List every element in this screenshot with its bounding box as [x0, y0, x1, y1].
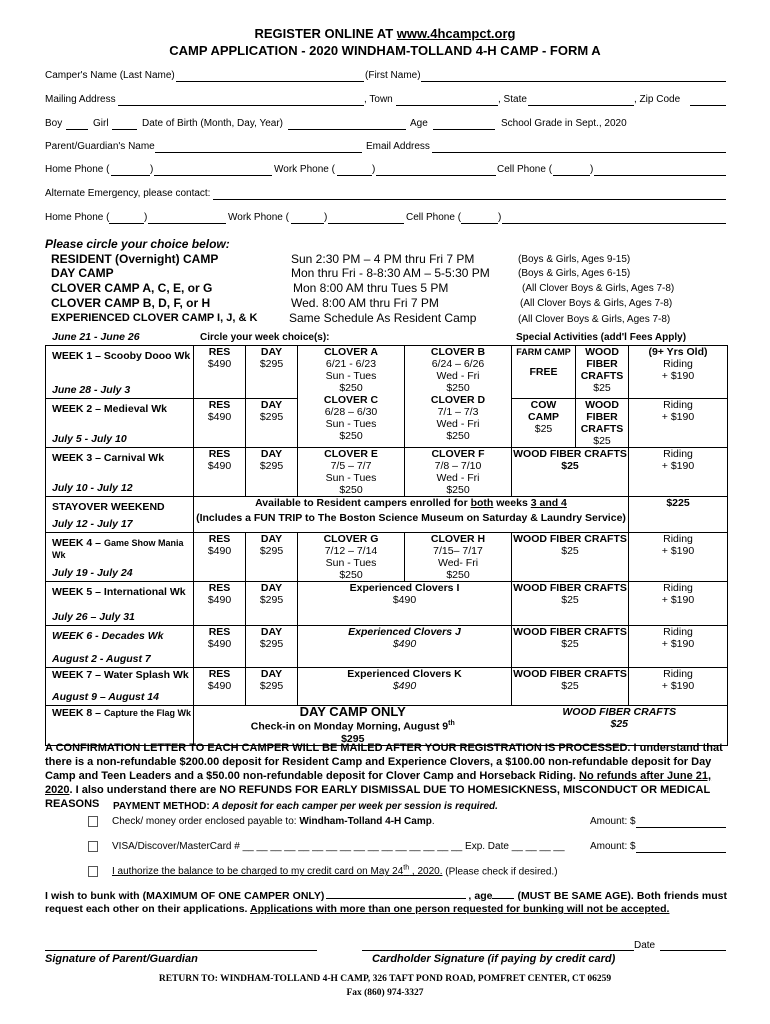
week-7-res[interactable]: RES $490 — [207, 668, 232, 692]
choice-day-ages: (Boys & Girls, Ages 6-15) — [518, 268, 631, 279]
week-4-theme: Game Show Mania Wk — [52, 538, 184, 560]
table-row — [46, 706, 728, 746]
authorize-checkbox[interactable] — [88, 866, 98, 877]
choice-clover-aceg-ages: (All Clover Boys & Girls, Ages 7-8) — [522, 283, 675, 294]
week-1-day[interactable]: DAY $295 — [259, 346, 284, 370]
work-phone-area-field[interactable] — [337, 175, 372, 176]
parent-signature-line[interactable] — [45, 950, 317, 951]
week-4-day[interactable]: DAY $295 — [259, 533, 284, 557]
week-4-dates: July 12 - July 17 — [52, 518, 133, 530]
choice-exp-clover-ages: (All Clover Boys & Girls, Ages 7-8) — [518, 314, 671, 325]
alt-work-phone-close: ) — [324, 212, 328, 223]
cell-phone-field[interactable] — [594, 175, 726, 176]
card-option[interactable]: VISA/Discover/MasterCard # __ __ __ __ __ __ __ __ __ __ __ __ __ __ __ __ Exp. Date __ __ __ __ — [88, 841, 565, 852]
email-field[interactable] — [432, 152, 726, 153]
guardian-label: Parent/Guardian's Name — [45, 141, 155, 152]
week-5-title: WEEK 5 – International Wk — [52, 586, 186, 598]
wood-fiber-week8[interactable]: WOOD FIBER CRAFTS $25 — [562, 706, 677, 730]
week-3-title: WEEK 3 – Carnival Wk — [52, 452, 165, 464]
week-6-title: WEEK 6 - Decades Wk — [52, 630, 164, 642]
work-phone-label: Work Phone ( — [274, 164, 335, 175]
home-phone-label: Home Phone ( — [45, 164, 110, 175]
card-checkbox[interactable] — [88, 841, 98, 852]
choice-clover-bdfh-name[interactable]: CLOVER CAMP B, D, F, or H — [51, 296, 211, 310]
week-8-dates: August 9 – August 14 — [52, 691, 159, 703]
week-1-title: WEEK 1 – Scooby Dooo Wk — [52, 350, 191, 362]
work-phone-field[interactable] — [376, 175, 496, 176]
alt-home-phone-area-field[interactable] — [109, 223, 144, 224]
dob-label: Date of Birth (Month, Day, Year) — [142, 118, 283, 129]
choice-resident-time: Sun 2:30 PM – 4 PM thru Fri 7 PM — [291, 252, 475, 266]
mailing-address-label: Mailing Address — [45, 94, 116, 105]
girl-field[interactable] — [112, 129, 137, 130]
riding-week7[interactable]: Riding + $190 — [661, 668, 695, 692]
choice-clover-aceg-time: Mon 8:00 AM thru Tues 5 PM — [293, 281, 449, 295]
choice-resident-ages: (Boys & Girls, Ages 9-15) — [518, 254, 631, 265]
week-6-dates: July 26 – July 31 — [52, 611, 135, 623]
choice-clover-aceg-name[interactable]: CLOVER CAMP A, C, E, or G — [51, 281, 213, 295]
choice-resident-name[interactable]: RESIDENT (Overnight) CAMP — [51, 252, 219, 266]
week-2-day[interactable]: DAY $295 — [259, 399, 284, 423]
alt-work-phone-area-field[interactable] — [291, 223, 324, 224]
camper-last-name-label: Camper's Name (Last Name) — [45, 70, 175, 81]
age-label: Age — [410, 118, 428, 129]
week-7-day[interactable]: DAY $295 — [259, 668, 284, 692]
home-phone-area-field[interactable] — [111, 175, 150, 176]
table-row — [46, 582, 728, 626]
stayover-dates: July 10 - July 12 — [52, 482, 133, 494]
bunk-request: I wish to bunk with (MAXIMUM OF ONE CAMPER ONLY) , age (MUST BE SAME AGE). Both friends must request each other on their applications. Applications with more than one person requested for bunking will not be accepted. — [45, 890, 727, 915]
choice-day-time: Mon thru Fri - 8-8:30 AM – 5-5:30 PM — [291, 266, 490, 280]
riding-week1[interactable]: (9+ Yrs Old) Riding + $190 — [648, 346, 708, 382]
cow-camp-cell[interactable]: COW CAMP $25 — [528, 399, 559, 435]
week-6-res[interactable]: RES $490 — [207, 626, 232, 650]
alt-work-phone-field[interactable] — [328, 223, 404, 224]
form-title: CAMP APPLICATION - 2020 WINDHAM-TOLLAND 4-H CAMP - FORM A — [169, 43, 601, 58]
stayover-price: $225 — [666, 497, 690, 509]
week-1-res[interactable]: RES $490 — [207, 346, 232, 370]
wood-fiber-week3[interactable]: WOOD FIBER CRAFTS $25 — [513, 448, 627, 472]
week-2-dates: June 28 - July 3 — [52, 384, 131, 396]
town-field[interactable] — [396, 105, 498, 106]
day-camp-only-cell[interactable]: DAY CAMP ONLY Check-in on Monday Morning, August 9th $295 — [250, 704, 455, 745]
alt-home-phone-label: Home Phone ( — [45, 212, 110, 223]
exp-clovers-k[interactable]: Experienced Clovers K $490 — [347, 668, 462, 692]
bunk-age-field[interactable] — [492, 889, 514, 899]
return-address: RETURN TO: WINDHAM-TOLLAND 4-H CAMP, 326 TAFT POND ROAD, POMFRET CENTER, CT 06259 — [158, 974, 612, 984]
stayover-description[interactable]: Available to Resident campers enrolled for both weeks 3 and 4 (Includes a FUN TRIP to The Boston Science Museum on Saturday & Laundry Service) — [196, 497, 626, 524]
alt-cell-phone-label: Cell Phone ( — [406, 212, 462, 223]
clover-a-c-cell[interactable]: CLOVER A 6/21 - 6/23 Sun - Tues $250 CLOVER C 6/28 – 6/30 Sun - Tues $250 — [323, 346, 379, 442]
home-phone-close: ) — [150, 164, 154, 175]
table-row — [46, 497, 728, 533]
alt-emergency-field[interactable] — [213, 199, 726, 200]
week-2-res[interactable]: RES $490 — [207, 399, 232, 423]
choice-day-name[interactable]: DAY CAMP — [51, 266, 114, 280]
authorize-option[interactable]: I authorize the balance to be charged to my credit card on May 24th , 2020. (Please check if desired.) — [88, 865, 558, 877]
alt-work-phone-label: Work Phone ( — [228, 212, 289, 223]
exp-clovers-j[interactable]: Experienced Clovers J $490 — [348, 626, 461, 650]
clover-h-cell[interactable]: CLOVER H 7/15– 7/17 Wed- Fri $250 — [430, 533, 486, 581]
clover-g-cell[interactable]: CLOVER G 7/12 – 7/14 Sun - Tues $250 — [323, 533, 379, 581]
age-field[interactable] — [433, 129, 495, 130]
mailing-address-field[interactable] — [118, 105, 364, 106]
table-row — [46, 448, 728, 497]
boy-label: Boy — [45, 118, 63, 129]
work-phone-close: ) — [372, 164, 376, 175]
date-label: Date — [634, 940, 656, 951]
state-field[interactable] — [528, 105, 634, 106]
cardholder-signature-line[interactable] — [362, 950, 634, 951]
date-field[interactable] — [660, 950, 726, 951]
week-7-dates: August 2 - August 7 — [52, 653, 151, 665]
riding-week6[interactable]: Riding + $190 — [661, 626, 695, 650]
cell-phone-area-field[interactable] — [553, 175, 590, 176]
bunk-name-field[interactable] — [326, 889, 466, 899]
cell-phone-close: ) — [590, 164, 594, 175]
wood-fiber-week4[interactable]: WOOD FIBER CRAFTS $25 — [513, 533, 627, 557]
register-prefix: REGISTER ONLINE AT — [254, 26, 397, 41]
week-5-dates: July 19 - July 24 — [52, 567, 133, 579]
cell-phone-label: Cell Phone ( — [497, 164, 553, 175]
camper-first-name-label: (First Name) — [365, 70, 421, 81]
week-3-dates: July 5 - July 10 — [52, 433, 127, 445]
home-phone-field[interactable] — [154, 175, 272, 176]
card-amount-field[interactable] — [636, 852, 726, 853]
fax-number: Fax (860) 974-3327 — [346, 988, 424, 998]
town-label: , Town — [364, 94, 393, 105]
week-5-res[interactable]: RES $490 — [207, 582, 232, 606]
camper-first-name-field[interactable] — [421, 81, 726, 82]
riding-week4[interactable]: Riding + $190 — [661, 533, 695, 557]
clover-e-cell[interactable]: CLOVER E 7/5 – 7/7 Sun - Tues $250 — [324, 448, 378, 496]
wood-fiber-week6[interactable]: WOOD FIBER CRAFTS $25 — [513, 626, 627, 650]
circle-week-label: Circle your week choice(s): — [200, 332, 330, 343]
week-4-res[interactable]: RES $490 — [207, 533, 232, 557]
wood-fiber-week5[interactable]: WOOD FIBER CRAFTS $25 — [513, 582, 627, 606]
week-4-title: WEEK 4 – — [52, 537, 104, 549]
riding-week3[interactable]: Riding + $190 — [661, 448, 695, 472]
week-7-title: WEEK 7 – Water Splash Wk — [52, 669, 189, 681]
alt-cell-phone-field[interactable] — [502, 223, 726, 224]
check-checkbox[interactable] — [88, 816, 98, 827]
boy-field[interactable] — [66, 129, 88, 130]
cardholder-signature-label: Cardholder Signature (if paying by credit card) — [372, 953, 616, 965]
riding-week2[interactable]: Riding + $190 — [661, 399, 695, 423]
riding-week5[interactable]: Riding + $190 — [661, 582, 695, 606]
camper-last-name-field[interactable] — [176, 81, 364, 82]
week-3-day[interactable]: DAY $295 — [259, 448, 284, 472]
exp-clovers-i[interactable]: Experienced Clovers I $490 — [349, 582, 460, 606]
payment-method: PAYMENT METHOD: A deposit for each camper per week per session is required. — [113, 801, 498, 812]
state-label: , State — [498, 94, 527, 105]
choice-clover-bdfh-time: Wed. 8:00 AM thru Fri 7 PM — [291, 296, 439, 310]
check-amount-label: Amount: $ — [590, 816, 636, 827]
alt-cell-phone-close: ) — [498, 212, 502, 223]
choice-clover-bdfh-ages: (All Clover Boys & Girls, Ages 7-8) — [520, 298, 673, 309]
clover-b-d-cell[interactable]: CLOVER B 6/24 – 6/26 Wed - Fri $250 CLOVER D 7/1 – 7/3 Wed - Fri $250 — [430, 346, 486, 442]
alt-cell-phone-area-field[interactable] — [461, 223, 498, 224]
wood-fiber-week2[interactable]: WOOD FIBER CRAFTS $25 — [580, 399, 624, 447]
week-8-title: WEEK 8 – — [52, 707, 104, 719]
table-row — [46, 533, 728, 582]
circle-choice-heading: Please circle your choice below: — [45, 237, 230, 251]
parent-signature-label: Signature of Parent/Guardian — [45, 953, 198, 965]
week-6-day[interactable]: DAY $295 — [259, 626, 284, 650]
check-amount-field[interactable] — [636, 827, 726, 828]
table-row — [46, 346, 728, 399]
wood-fiber-week7[interactable]: WOOD FIBER CRAFTS $25 — [513, 668, 627, 692]
zip-label: , Zip Code — [634, 94, 681, 105]
choice-exp-clover-name[interactable]: EXPERIENCED CLOVER CAMP I, J, & K — [51, 312, 258, 324]
card-amount-label: Amount: $ — [590, 841, 636, 852]
week-8-theme: Capture the Flag Wk — [103, 708, 191, 718]
dob-field[interactable] — [288, 129, 406, 130]
girl-label: Girl — [93, 118, 109, 129]
grade-label: School Grade in Sept., 2020 — [501, 118, 627, 129]
week-3-res[interactable]: RES $490 — [207, 448, 232, 472]
alt-home-phone-field[interactable] — [148, 223, 226, 224]
register-url-link[interactable]: www.4hcampct.org — [396, 26, 516, 41]
register-online-heading — [0, 26, 770, 41]
week-2-title: WEEK 2 – Medieval Wk — [52, 403, 167, 415]
zip-field[interactable] — [690, 105, 726, 106]
farm-camp-cell[interactable]: FARM CAMP FREE — [516, 347, 571, 378]
week-5-day[interactable]: DAY $295 — [259, 582, 284, 606]
guardian-field[interactable] — [155, 152, 362, 153]
alt-home-phone-close: ) — [144, 212, 148, 223]
week-1-dates: June 21 - June 26 — [52, 331, 140, 343]
clover-f-cell[interactable]: CLOVER F 7/8 – 7/10 Wed - Fri $250 — [431, 448, 485, 496]
choice-exp-clover-time: Same Schedule As Resident Camp — [289, 311, 477, 325]
wood-fiber-week1[interactable]: WOOD FIBER CRAFTS $25 — [580, 346, 624, 394]
alt-emergency-label: Alternate Emergency, please contact: — [45, 188, 211, 199]
confirmation-notice: A CONFIRMATION LETTER TO EACH CAMPER WILL BE MAILED AFTER YOUR REGISTRATION IS PROCESSED. I understand that there is a non-refundable $200.00 deposit for Resident Camp and Experience Clovers, a $100.00 non-refundable deposit for Day Camp and Teen Leaders and a $50.00 non-refundable deposit for Clover Camp and Horseback Riding. No refunds after June 21, 2020. I also understand there are NO REFUNDS FOR EARLY DISMISSAL DUE TO HOMESICKNESS, MISCONDUCT OR MEDICAL REASONS — [45, 742, 723, 810]
check-option[interactable]: Check/ money order enclosed payable to: Windham-Tolland 4-H Camp. — [88, 816, 435, 827]
email-label: Email Address — [366, 141, 430, 152]
special-activities-label: Special Activities (add'l Fees Apply) — [516, 332, 687, 343]
stayover-title: STAYOVER WEEKEND — [52, 501, 165, 513]
